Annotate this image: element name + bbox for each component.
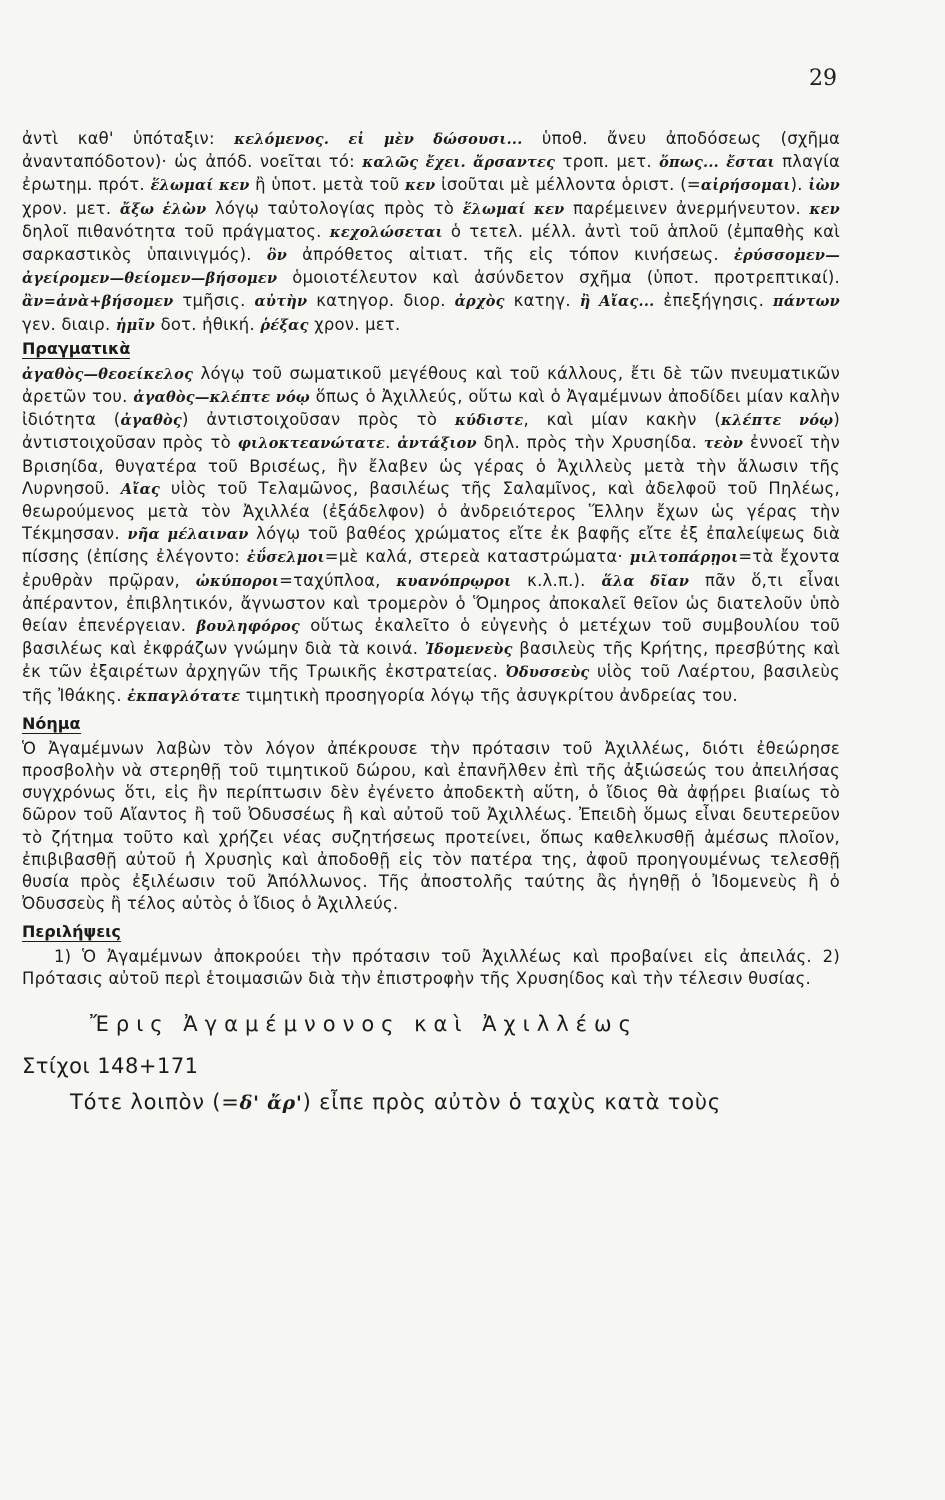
perilipseis-paragraph: 1) Ὁ Ἀγαμέμνων ἀποκρούει τὴν πρότασιν τοῦ Ἀχιλλέως καὶ προβαίνει εἰς ἀπειλάς. 2) Πρότασις αὐτοῦ περὶ ἑτοιμασιῶν διὰ τὴν ἐπιστροφὴν τῆς Χρυσηίδος καὶ τὴν τέλεσιν θυσίας. bbox=[22, 946, 840, 988]
page-number: 29 bbox=[809, 66, 837, 91]
noima-paragraph: Ὁ Ἀγαμέμνων λαβὼν τὸν λόγον ἀπέκρουσε τὴν πρότασιν τοῦ Ἀχιλλέως, διότι ἐθεώρησε προσβολὴν νὰ στερηθῇ τοῦ τιμητικοῦ δώρου, καὶ ἐπανῆλθεν ἐπὶ τῆς ἀξιώσεώς του ἀπειλήσας συγχρόνως ὅτι, εἰς ἣν περίπτωσιν δὲν ἐγένετο ἀποδεκτὴ αὕτη, ὁ ἴδιος θὰ ἀφῄρει βιαίως τὸ δῶρον τοῦ Αἴαντος ἢ τοῦ Ὀδυσσέως ἢ καὶ αὐτοῦ τοῦ Ἀχιλλέως. Ἐπειδὴ ὅμως εἶναι δευτερεῦον τὸ ζήτημα τοῦτο καὶ χρήζει νέας συζητήσεως προτείνει, ὅπως καθελκυσθῇ ἀμέσως πλοῖον, ἐπιβιβασθῇ αὐτοῦ ἡ Χρυσηὶς καὶ ἀποδοθῇ εἰς τὸν πατέρα της, ἀφοῦ προηγουμένως τελεσθῇ θυσία πρὸς ἐξιλέωσιν τοῦ Ἀπόλλωνος. Τῆς ἀποστολῆς ταύτης ἂς ἡγηθῇ ὁ Ἰδομενεὺς ἢ ὁ Ὀδυσσεὺς ἢ τέλος αὐτὸς ὁ ἴδιος ὁ Ἀχιλλεύς. bbox=[22, 738, 840, 914]
section-head-perilipseis: Περιλήψεις bbox=[22, 921, 121, 941]
translation-line: Τότε λοιπὸν (=δ' ἄρ') εἶπε πρὸς αὐτὸν ὁ ταχὺς κατὰ τοὺς bbox=[70, 1089, 721, 1114]
chapter-heading: Ἔρις Ἀγαμέμνονος καὶ Ἀχιλλέως bbox=[90, 1011, 638, 1036]
pragmatika-paragraph: ἀγαθὸς—θεοείκελος λόγῳ τοῦ σωματικοῦ μεγέθους καὶ τοῦ κάλλους, ἔτι δὲ τῶν πνευματικῶν ἀρετῶν του. ἀγαθὸς—κλέπτε νόῳ ὅπως ὁ Ἀχιλλεύς, οὕτω καὶ ὁ Ἀγαμέμνων ἀποδίδει μίαν καλὴν ἰδιότητα (ἀγαθὸς) ἀντιστοιχοῦσαν πρὸς τὸ κύδιστε, καὶ μίαν κακὴν (κλέπτε νόῳ) ἀντιστοιχοῦσαν πρὸς τὸ φιλοκτεανώτατε. ἀντάξιον δηλ. πρὸς τὴν Χρυσηίδα. τεὸν ἐννοεῖ τὴν Βρισηίδα, θυγατέρα τοῦ Βρισέως, ἣν ἔλαβεν ὡς γέρας ὁ Ἀχιλλεὺς μετὰ τὴν ἅλωσιν τῆς Λυρνησοῦ. Αἴας υἱὸς τοῦ Τελαμῶνος, βασιλέως τῆς Σαλαμῖνος, καὶ ἀδελφοῦ τοῦ Πηλέως, θεωρούμενος μετὰ τὸν Ἀχιλλέα (ἐξάδελφον) ὁ ἀνδρειότερος Ἕλλην ἔχων ὡς γέρας τὴν Τέκμησσαν. νῆα μέλαιναν λόγῳ τοῦ βαθέος χρώματος εἴτε ἐκ βαφῆς εἴτε ἐξ ἐπαλείψεως διὰ πίσσης (ἐπίσης ἐλέγοντο: ἐΰσελμοι=μὲ καλά, στερεὰ καταστρώματα· μιλτοπάρῃοι=τὰ ἔχοντα ἐρυθρὰν πρῷραν, ὠκύποροι=ταχύπλοα, κυανόπρῳροι κ.λ.π.). ἅλα δῖαν πᾶν ὅ,τι εἶναι ἀπέραντον, ἐπιβλητικόν, ἄγνωστον καὶ τρομερὸν ὁ Ὅμηρος ἀποκαλεῖ θεῖον ὡς διατελοῦν ὑπὸ θείαν ἐπενέργειαν. βουληφόρος οὕτως ἐκαλεῖτο ὁ εὐγενὴς ὁ μετέχων τοῦ συμβουλίου τοῦ βασιλέως καὶ ἐκφράζων γνώμην διὰ τὰ κοινά. Ἰδομενεὺς βασιλεὺς τῆς Κρήτης, πρεσβύτης καὶ ἐκ τῶν ἐξαιρέτων ἀρχηγῶν τῆς Τρωικῆς ἐκστρατείας. Ὀδυσσεὺς υἱὸς τοῦ Λαέρτου, βασιλεὺς τῆς Ἰθάκης. ἐκπαγλότατε τιμητικὴ προσηγορία λόγῳ τῆς ἀσυγκρίτου ἀνδρείας του. bbox=[22, 363, 841, 705]
glossary-paragraph: ἀντὶ καθ' ὑπόταξιν: κελόμενος. εἰ μὲν δώσουσι... ὑποθ. ἄνευ ἀποδόσεως (σχῆμα ἀνανταπόδοτον)· ὡς ἀπόδ. νοεῖται τό: καλῶς ἔχει. ἄρσαντες τροπ. μετ. ὅπως... ἔσται πλαγία ἐρωτημ. πρότ. ἕλωμαί κεν ἢ ὑποτ. μετὰ τοῦ κεν ἰσοῦται μὲ μέλλοντα ὁριστ. (=αἱρήσομαι). ἰὼν χρον. μετ. ἄξω ἑλὼν λόγῳ ταὐτολογίας πρὸς τὸ ἕλωμαί κεν παρέμεινεν ἀνερμήνευτον. κεν δηλοῖ πιθανότητα τοῦ πράγματος. κεχολώσεται ὁ τετελ. μέλλ. ἀντὶ τοῦ ἁπλοῦ (ἐμπαθὴς καὶ σαρκαστικὸς ὑπαινιγμός). ὃν ἀπρόθετος αἰτιατ. τῆς εἰς τόπον κινήσεως. ἐρύσσομεν—ἀγείρομεν—θείομεν—βήσομεν ὁμοιοτέλευτον καὶ ἀσύνδετον σχῆμα (ὑποτ. προτρεπτικαί). ἂν=ἀνὰ+βήσομεν τμῆσις. αὐτὴν κατηγορ. διορ. ἀρχὸς κατηγ. ἢ Αἴας... ἐπεξήγησις. πάντων γεν. διαιρ. ἡμῖν δοτ. ἠθική. ῥέξας χρον. μετ. bbox=[22, 129, 841, 334]
verses-label: Στίχοι 148+171 bbox=[22, 1053, 199, 1078]
section-head-noima: Νόημα bbox=[22, 713, 81, 733]
page-content bbox=[22, 128, 840, 1114]
section-head-pragmatika: Πραγματικὰ bbox=[22, 338, 131, 358]
